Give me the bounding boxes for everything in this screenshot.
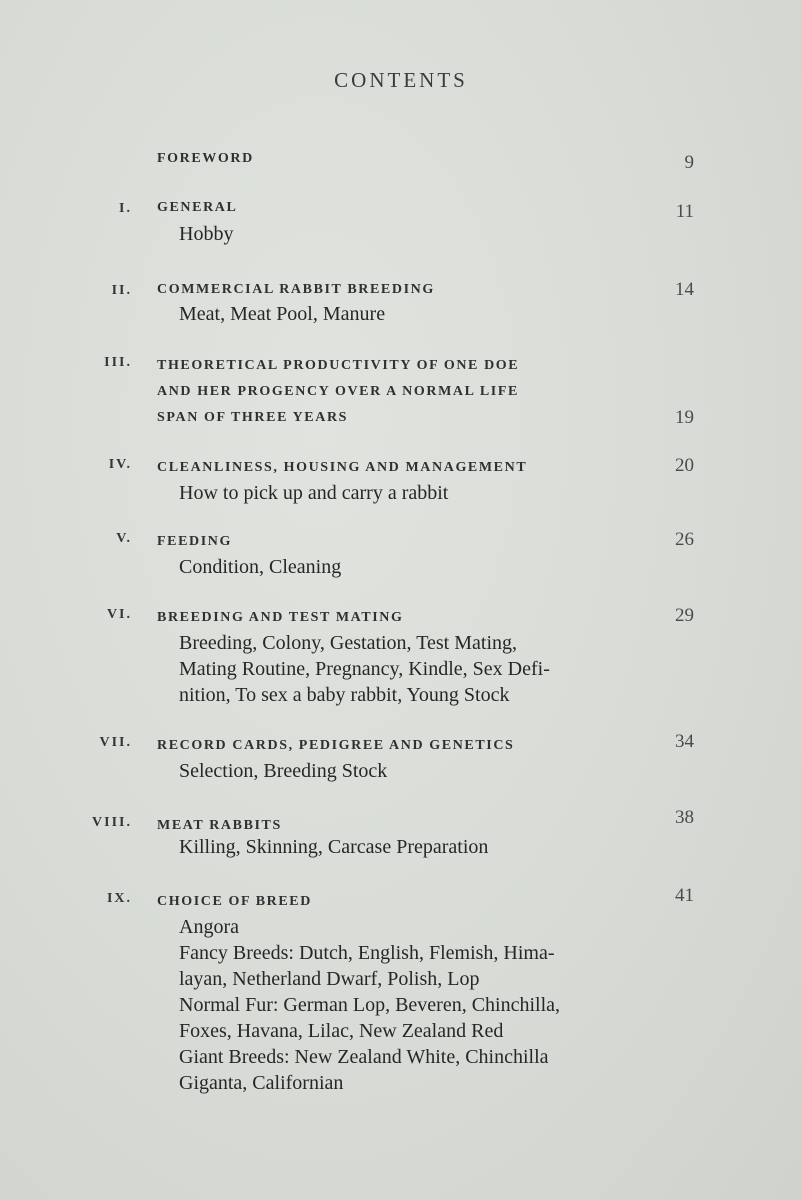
entry-heading — [157, 146, 254, 172]
entry-subtopics — [179, 301, 385, 327]
heading-line: COMMERCIAL RABBIT BREEDING — [157, 282, 435, 297]
entry-page-number: 41 — [675, 885, 694, 906]
chapter-number: VII. — [99, 735, 132, 750]
chapter-number: VI. — [106, 607, 132, 622]
subtopic-line: Meat, Meat Pool, Manure — [179, 303, 386, 325]
chapter-number: II. — [111, 283, 132, 298]
subtopic-line: Killing, Skinning, Carcase Preparation — [179, 836, 489, 858]
subtopic-line: Condition, Cleaning — [179, 556, 342, 578]
chapter-number: IV. — [108, 457, 132, 472]
chapter-number: V. — [116, 531, 132, 546]
entry-heading — [157, 353, 519, 431]
chapter-number: VIII. — [92, 815, 132, 830]
subtopic-line: Foxes, Havana, Lilac, New Zealand Red — [179, 1020, 504, 1042]
subtopic-line: Giant Breeds: New Zealand White, Chinchilla — [179, 1046, 549, 1068]
subtopic-line: Fancy Breeds: Dutch, English, Flemish, Hima- — [179, 942, 555, 964]
subtopic-line: Angora — [179, 916, 239, 938]
heading-line: MEAT RABBITS — [157, 818, 282, 833]
entry-subtopics — [179, 480, 448, 506]
entry-page-number: 34 — [675, 731, 694, 752]
heading-line: RECORD CARDS, PEDIGREE AND GENETICS — [157, 738, 515, 753]
heading-line: THEORETICAL PRODUCTIVITY OF ONE DOE — [157, 358, 520, 373]
subtopic-line: Breeding, Colony, Gestation, Test Mating, — [179, 632, 518, 654]
chapter-number: IX. — [106, 891, 132, 906]
entry-subtopics — [179, 914, 560, 1096]
entry-heading — [157, 529, 232, 555]
subtopic-line: nition, To sex a baby rabbit, Young Stock — [179, 684, 510, 706]
entry-heading — [157, 277, 435, 303]
entry-subtopics — [179, 630, 550, 708]
heading-line: FOREWORD — [157, 151, 254, 166]
chapter-number: I. — [119, 201, 132, 216]
heading-line: SPAN OF THREE YEARS — [157, 410, 349, 425]
entry-heading — [157, 605, 404, 631]
entry-subtopics — [179, 221, 233, 247]
entry-heading — [157, 455, 527, 481]
subtopic-line: How to pick up and carry a rabbit — [179, 482, 449, 504]
entry-subtopics — [179, 758, 387, 784]
entry-page-number: 29 — [675, 605, 694, 626]
entry-heading — [157, 733, 514, 759]
subtopic-line: layan, Netherland Dwarf, Polish, Lop — [179, 968, 480, 990]
entry-subtopics — [179, 554, 341, 580]
entry-page-number: 19 — [675, 407, 694, 428]
entry-page-number: 14 — [675, 279, 694, 300]
subtopic-line: Mating Routine, Pregnancy, Kindle, Sex Defi- — [179, 658, 550, 680]
entry-page-number: 11 — [675, 201, 694, 222]
subtopic-line: Normal Fur: German Lop, Beveren, Chinchilla, — [179, 994, 561, 1016]
entry-page-number: 20 — [675, 455, 694, 476]
heading-line: BREEDING AND TEST MATING — [157, 610, 404, 625]
subtopic-line: Giganta, Californian — [179, 1072, 344, 1094]
heading-line: AND HER PROGENCY OVER A NORMAL LIFE — [157, 384, 519, 399]
subtopic-line: Selection, Breeding Stock — [179, 760, 388, 782]
subtopic-line: Hobby — [179, 223, 234, 245]
chapter-number: III. — [104, 355, 132, 370]
entry-page-number: 26 — [675, 529, 694, 550]
entry-heading — [157, 195, 237, 221]
entry-page-number: 9 — [684, 152, 694, 173]
heading-line: FEEDING — [157, 534, 232, 549]
entry-page-number: 38 — [675, 807, 694, 828]
entry-heading — [157, 889, 312, 915]
heading-line: CHOICE OF BREED — [157, 894, 312, 909]
heading-line: GENERAL — [157, 200, 238, 215]
heading-line: CLEANLINESS, HOUSING AND MANAGEMENT — [157, 460, 528, 475]
entry-subtopics — [179, 834, 488, 860]
page-title: CONTENTS — [334, 68, 468, 92]
